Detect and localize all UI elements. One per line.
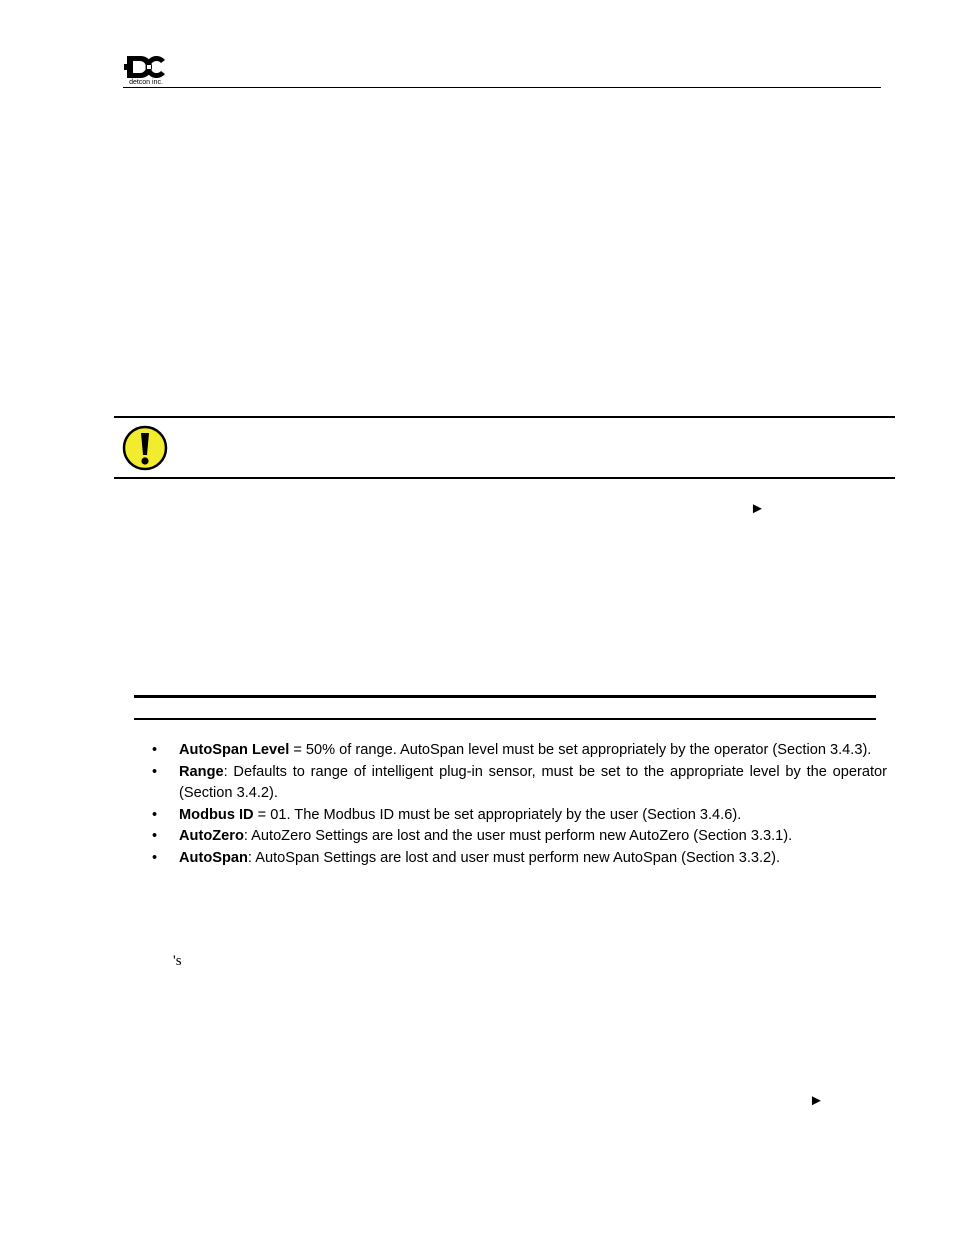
list-item: • Modbus ID = 01. The Modbus ID must be set appropriately by the user (Section 3.4.6). bbox=[152, 805, 887, 827]
text-fragment: 's bbox=[173, 953, 182, 969]
header-rule bbox=[123, 87, 881, 88]
list-item: • AutoZero: AutoZero Settings are lost and the user must perform new AutoZero (Section 3.3.1). bbox=[152, 826, 887, 848]
list-item: • Range: Defaults to range of intelligent plug-in sensor, must be set to the appropriate level by the operator (Section 3.4.2). bbox=[152, 763, 887, 801]
defaults-list bbox=[152, 740, 887, 869]
bullet-icon: • bbox=[152, 806, 158, 823]
arrow-marker: ► bbox=[809, 1092, 824, 1109]
list-item: • AutoSpan: AutoSpan Settings are lost and user must perform new AutoSpan (Section 3.3.2). bbox=[152, 848, 887, 870]
logo-caption: detcon inc. bbox=[129, 79, 163, 86]
bullet-icon: • bbox=[152, 763, 158, 780]
table-top-rule bbox=[134, 695, 876, 698]
caution-exclamation-icon bbox=[122, 425, 168, 471]
table-bottom-rule bbox=[134, 718, 876, 720]
bullet-icon: • bbox=[152, 742, 158, 758]
caution-top-rule bbox=[114, 416, 895, 418]
list-item: • AutoSpan Level = 50% of range. AutoSpan level must be set appropriately by the operator (Section 3.4.3). bbox=[152, 740, 887, 762]
arrow-marker: ► bbox=[750, 500, 765, 517]
bullet-icon: • bbox=[152, 828, 158, 844]
bullet-icon: • bbox=[152, 849, 158, 866]
caution-bottom-rule bbox=[114, 477, 895, 479]
